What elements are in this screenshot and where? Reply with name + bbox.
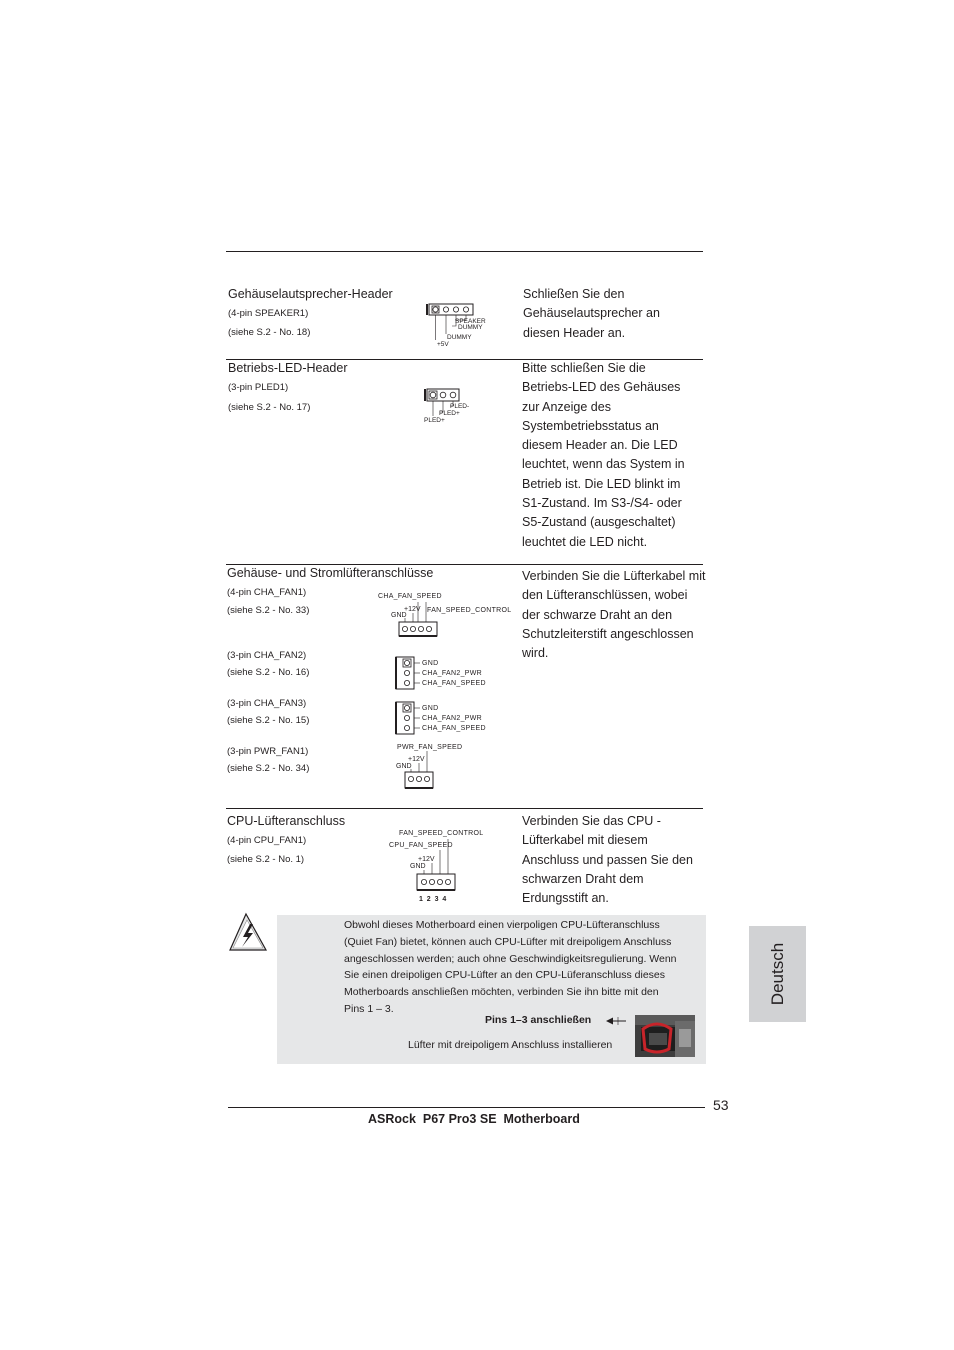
cpu-pin-12v: +12V (418, 856, 435, 863)
footer-title: ASRock P67 Pro3 SE Motherboard (368, 1112, 580, 1126)
pled-pin-1: PLED- (450, 403, 470, 410)
speaker-title: Gehäuselautsprecher-Header (228, 287, 393, 301)
speaker-header-diagram (420, 298, 510, 350)
fans-description: Verbinden Sie die Lüfterkabel mit den Lüfteranschlüssen, wobei der schwarze Draht an den Schutzleiterstift angeschlossen wird. (522, 569, 706, 661)
language-tab-label: Deutsch (767, 942, 787, 1006)
pwr-sub1: (3-pin PWR_FAN1) (227, 746, 309, 757)
cha1-sub2: (siehe S.2 - No. 33) (227, 605, 310, 616)
arrow-left-icon (605, 1016, 627, 1026)
speaker-description: Schließen Sie den Gehäuselautsprecher an diesen Header an. (523, 287, 660, 340)
cha3-pin-2: CHA_FAN2_PWR (422, 715, 483, 722)
cpu-pin-control: FAN_SPEED_CONTROL (399, 830, 484, 837)
pwr-pin-12v: +12V (408, 756, 425, 763)
language-tab (749, 926, 806, 1022)
cha2-pin-2: CHA_FAN2_PWR (422, 670, 483, 677)
cha3-pin-3: CHA_FAN_SPEED (422, 725, 486, 732)
cha2-sub1: (3-pin CHA_FAN2) (227, 650, 307, 661)
fan-connector-photo (635, 1015, 695, 1057)
pled-pin-2: PLED+ (439, 410, 460, 417)
cha3-sub2: (siehe S.2 - No. 15) (227, 715, 310, 726)
speaker-pin-4: +5V (437, 341, 449, 348)
install-label: Lüfter mit dreipoligem Anschluss installieren (408, 1039, 613, 1051)
rule-3 (226, 808, 703, 809)
pled-pin-3: PLED+ (424, 417, 445, 424)
warning-icon (226, 912, 270, 954)
cha1-sub1: (4-pin CHA_FAN1) (227, 587, 307, 598)
cpu-pin-numbers: 1 2 3 4 (419, 896, 447, 903)
cpu-fan-diagram (386, 826, 486, 904)
pwr-sub2: (siehe S.2 - No. 34) (227, 763, 310, 774)
cha2-pin-3: CHA_FAN_SPEED (422, 680, 486, 687)
cha1-pin-speed: CHA_FAN_SPEED (378, 593, 442, 600)
cha-fan1-diagram (375, 588, 515, 640)
cpu-description: Verbinden Sie das CPU - Lüfterkabel mit diesem Anschluss und passen Sie den schwarzen Draht dem Erdungsstift an. (522, 814, 693, 906)
top-rule (226, 251, 703, 252)
cha2-pin-1: GND (422, 660, 439, 667)
cha-fan3-diagram (392, 699, 502, 737)
speaker-pin-3: DUMMY (447, 334, 472, 341)
pled-sub1: (3-pin PLED1) (228, 382, 289, 393)
fans-title: Gehäuse- und Stromlüfteranschlüsse (227, 566, 434, 580)
cha1-pin-control: FAN_SPEED_CONTROL (427, 607, 512, 614)
pwr-pin-gnd: GND (396, 763, 412, 770)
speaker-sub2: (siehe S.2 - No. 18) (228, 327, 311, 338)
speaker-pin-1: SPEAKER (455, 318, 486, 325)
cpu-sub1: (4-pin CPU_FAN1) (227, 835, 307, 846)
speaker-pin-2: DUMMY (458, 324, 483, 331)
cha1-pin-12v: +12V (404, 606, 421, 613)
cpu-pin-gnd: GND (410, 863, 426, 870)
cpu-pin-speed: CPU_FAN_SPEED (389, 842, 453, 849)
page-number: 53 (713, 1097, 729, 1113)
footer-rule (228, 1107, 705, 1108)
cpu-sub2: (siehe S.2 - No. 1) (227, 854, 305, 865)
pled-title: Betriebs-LED-Header (228, 361, 348, 375)
pins-label: Pins 1–3 anschließen (485, 1014, 592, 1026)
rule-2 (226, 564, 703, 565)
cha3-pin-1: GND (422, 705, 439, 712)
cha2-sub2: (siehe S.2 - No. 16) (227, 667, 310, 678)
pwr-pin-speed: PWR_FAN_SPEED (397, 744, 463, 751)
cha-fan2-diagram (392, 654, 502, 692)
note-text: Obwohl dieses Motherboard einen vierpoligen CPU-Lüfteranschluss (Quiet Fan) bietet, können auch CPU-Lüfter mit dreipoligem Anschluss angeschlossen werden; auch ohne Geschwindigkeitsregulierung. Wenn Sie einen dreipoligen CPU-Lüfter an den CPU-Lüferanschluss dieses Motherboards anschließen möchten, verbinden Sie ihn bitte mit den Pins 1 – 3. (344, 919, 677, 1015)
pled-sub2: (siehe S.2 - No. 17) (228, 402, 311, 413)
cha3-sub1: (3-pin CHA_FAN3) (227, 698, 307, 709)
cpu-title: CPU-Lüfteranschluss (227, 814, 346, 828)
pled-header-diagram (420, 384, 480, 426)
speaker-sub1: (4-pin SPEAKER1) (228, 308, 309, 319)
pwr-fan1-diagram (393, 741, 473, 793)
pled-description: Bitte schließen Sie die Betriebs-LED des Gehäuses zur Anzeige des Systembetriebsstatus an diesem Header an. Die LED leuchtet, wenn das System in Betrieb ist. Die LED blinkt im S1-Zustand. Im S3-/S4- oder S5-Zustand (ausgeschaltet) leuchtet die LED nicht. (522, 361, 685, 549)
cha1-pin-gnd: GND (391, 612, 407, 619)
